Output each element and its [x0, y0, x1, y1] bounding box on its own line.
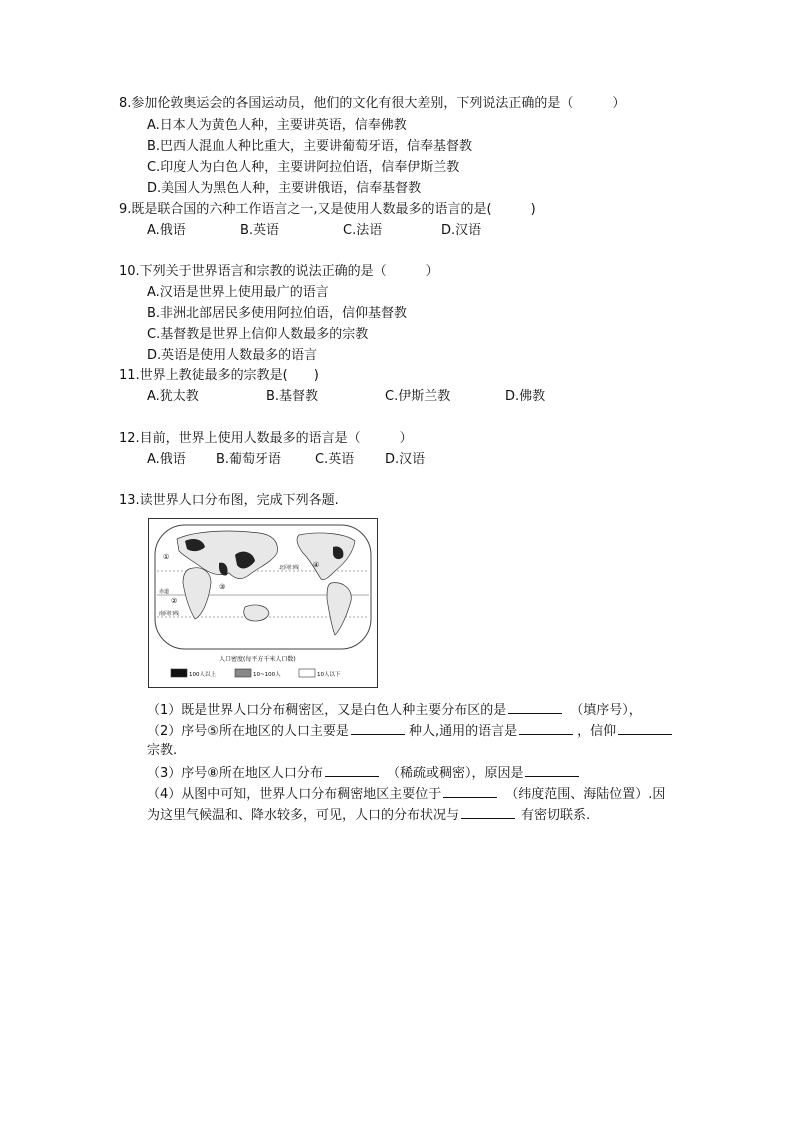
map-label-region-3: ③: [219, 583, 226, 591]
question-10-stem: 10.下列关于世界语言和宗教的说法正确的是（ ）: [119, 264, 439, 279]
q13-part-4-cont: [147, 806, 590, 824]
question-8-stem: 8.参加伦敦奥运会的各国运动员，他们的文化有很大差别，下列说法正确的是（ ）: [119, 96, 626, 111]
question-11-option-d: D.佛教: [505, 389, 546, 404]
map-label-tropic-north: 北回归线: [279, 565, 300, 571]
question-8-option-a: A.日本人为黄色人种，主要讲英语，信奉佛教: [147, 118, 407, 133]
question-10-option-d: D.英语是使用人数最多的语言: [147, 348, 318, 363]
question-8-option-b: B.巴西人混血人种比重大，主要讲葡萄牙语，信奉基督教: [147, 139, 473, 154]
q13-part-4-hint: （纬度范围、海陆位置）.因: [505, 787, 666, 802]
question-12-option-a: A.俄语: [147, 452, 186, 467]
q13-part-4: [147, 785, 665, 803]
question-10-option-c: C.基督教是世界上信仰人数最多的宗教: [147, 327, 369, 342]
q13-part-3-blank-density[interactable]: [325, 764, 379, 777]
question-11-option-a: A.犹太教: [147, 389, 199, 404]
question-11-option-b: B.基督教: [266, 389, 319, 404]
map-label-equator: 赤道: [159, 589, 170, 595]
q13-part-2: [147, 722, 672, 740]
world-population-map: [148, 518, 378, 688]
q13-part-3-reason: （稀疏或稠密），原因是: [386, 766, 524, 781]
question-9-option-a: A.俄语: [147, 223, 186, 238]
world-map-svg: [149, 519, 377, 687]
question-13-stem: 13.读世界人口分布图，完成下列各题.: [119, 493, 339, 508]
question-9-option-b: B.英语: [240, 223, 280, 238]
question-12-option-d: D.汉语: [385, 452, 426, 467]
q13-part-1-text: （1）既是世界人口分布稠密区，又是白色人种主要分布区的是: [147, 703, 507, 718]
q13-part-2-blank-race[interactable]: [351, 722, 405, 735]
q13-part-1-suffix: （填序号），: [570, 703, 642, 718]
legend-swatch-mid: [235, 669, 251, 677]
q13-part-2-blank-language[interactable]: [519, 722, 573, 735]
q13-part-3: [147, 764, 579, 782]
legend-swatch-high: [171, 669, 187, 677]
question-11-option-c: C.伊斯兰教: [385, 389, 451, 404]
question-9-stem: 9.既是联合国的六种工作语言之一,又是使用人数最多的语言的是( ): [119, 202, 536, 217]
legend-label-mid: 10~100人: [253, 672, 281, 678]
question-11-stem: 11.世界上教徒最多的宗教是( ): [119, 368, 319, 383]
legend-label-low: 10人以下: [317, 672, 341, 678]
question-10-option-b: B.非洲北部居民多使用阿拉伯语，信仰基督教: [147, 306, 408, 321]
q13-part-4-end: 有密切联系.: [521, 808, 591, 823]
q13-part-1: [147, 701, 642, 719]
q13-part-2-blank-religion[interactable]: [618, 722, 672, 735]
q13-part-4-blank-relation[interactable]: [461, 806, 515, 819]
q13-part-3-text: （3）序号⑧所在地区人口分布: [147, 766, 323, 781]
map-label-tropic-south: 南回归线: [159, 611, 180, 617]
question-9-option-d: D.汉语: [441, 223, 482, 238]
q13-part-2-religion: ，信仰: [577, 724, 617, 739]
q13-part-1-blank[interactable]: [508, 701, 562, 714]
continent-australia: [244, 605, 269, 621]
question-12-option-b: B.葡萄牙语: [216, 452, 282, 467]
q13-part-2-text: （2）序号⑤所在地区的人口主要是: [147, 724, 349, 739]
question-12-stem: 12.目前，世界上使用人数最多的语言是（ ）: [119, 431, 413, 446]
legend-swatch-low: [299, 669, 315, 677]
q13-part-2-mid: 种人,通用的语言是: [408, 724, 518, 739]
q13-part-4-cont-text: 为这里气候温和、降水较多，可见，人口的分布状况与: [147, 808, 460, 823]
q13-part-4-text: （4）从图中可知，世界人口分布稠密地区主要位于: [147, 787, 442, 802]
q13-part-2-end: 宗教.: [147, 743, 178, 758]
question-12-option-c: C.英语: [315, 452, 355, 467]
q13-part-4-blank-location[interactable]: [443, 785, 497, 798]
map-label-region-4: ④: [313, 561, 320, 569]
question-10-option-a: A.汉语是世界上使用最广的语言: [147, 285, 329, 300]
map-label-region-2: ②: [171, 597, 178, 605]
q13-part-3-blank-reason[interactable]: [525, 764, 579, 777]
question-9-option-c: C.法语: [343, 223, 383, 238]
question-8-option-d: D.美国人为黑色人种，主要讲俄语，信奉基督教: [147, 181, 422, 196]
question-8-option-c: C.印度人为白色人种，主要讲阿拉伯语，信奉伊斯兰教: [147, 160, 460, 175]
map-legend-title: 人口密度(每平方千米人口数): [219, 656, 296, 663]
map-label-region-1: ①: [163, 553, 170, 561]
legend-label-high: 100人以上: [189, 672, 216, 678]
